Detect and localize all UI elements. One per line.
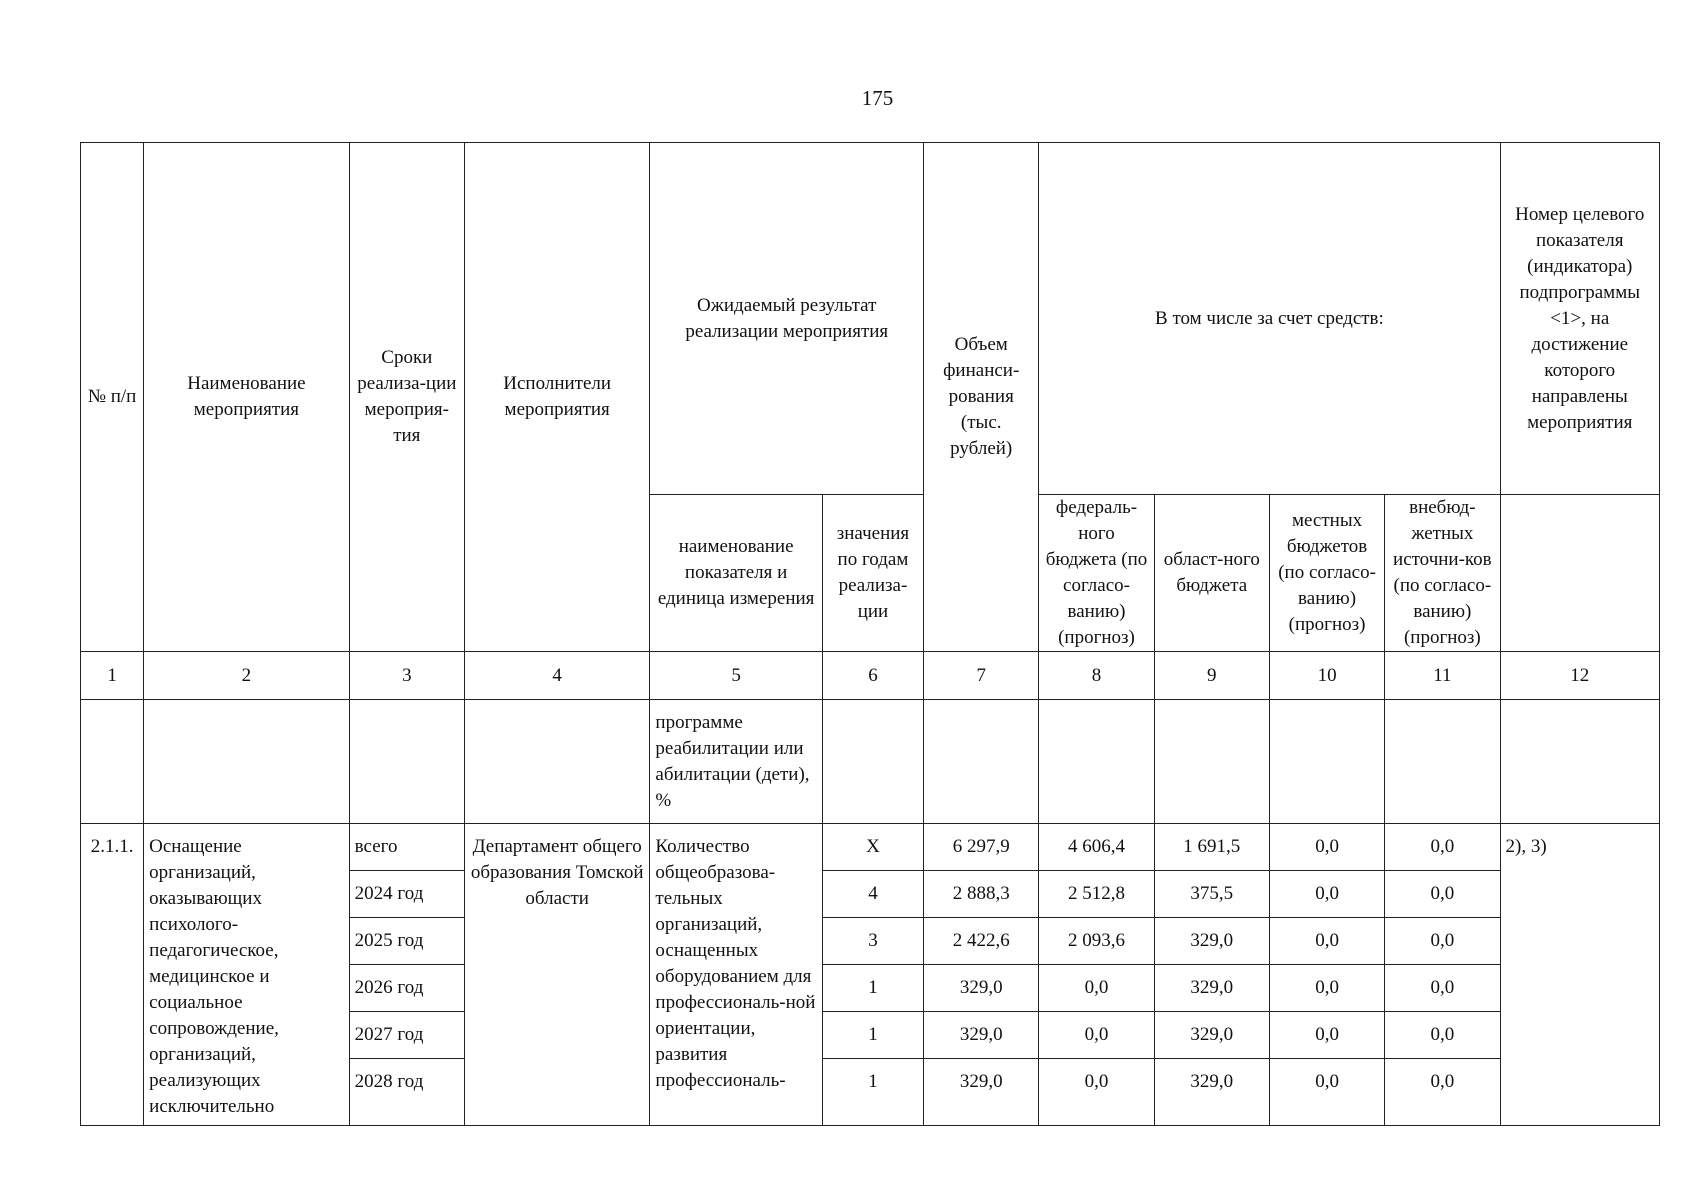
column-numbers-row [81,652,1660,700]
header-regional: област-ного бюджета [1154,495,1269,652]
empty-cell [822,700,923,824]
header-including: В том числе за счет средств: [1039,143,1500,495]
item-regional: 329,0 [1154,1059,1269,1126]
item-extra: 0,0 [1385,918,1500,965]
empty-cell [1500,700,1660,824]
item-local: 0,0 [1269,965,1384,1012]
item-federal: 2 512,8 [1039,871,1154,918]
item-volume: 329,0 [924,1012,1039,1059]
empty-cell [924,700,1039,824]
item-volume: 6 297,9 [924,824,1039,871]
column-number: 2 [144,652,350,700]
item-period: 2028 год [349,1059,464,1126]
item-period: 2024 год [349,871,464,918]
item-period: всего [349,824,464,871]
item-regional: 329,0 [1154,965,1269,1012]
column-number: 3 [349,652,464,700]
header-target-indicator: Номер целевого показателя (индикатора) подпрограммы <1>, на достижение которого направлены мероприятия [1500,143,1660,495]
empty-cell [1039,700,1154,824]
item-indicator: Количество общеобразова-тельных организаций, оснащенных оборудованием для профессиональ-ной ориентации, развития профессиональ- [650,824,822,1126]
header-indicator-name: наименование показателя и единица измерения [650,495,822,652]
activities-table [80,142,1660,1126]
empty-cell [1385,700,1500,824]
page-number: 175 [861,86,894,110]
item-value: X [822,824,923,871]
header-num: № п/п [81,143,144,652]
column-number: 8 [1039,652,1154,700]
item-federal: 2 093,6 [1039,918,1154,965]
item-executor: Департамент общего образования Томской области [464,824,649,1126]
column-number: 6 [822,652,923,700]
item-volume: 2 888,3 [924,871,1039,918]
continuation-row [81,700,1660,824]
item-regional: 1 691,5 [1154,824,1269,871]
item-extra: 0,0 [1385,824,1500,871]
item-local: 0,0 [1269,824,1384,871]
item-local: 0,0 [1269,1012,1384,1059]
item-regional: 329,0 [1154,1012,1269,1059]
item-volume: 329,0 [924,1059,1039,1126]
header-terms: Сроки реализа-ции мероприя-тия [349,143,464,652]
header-row-1 [81,143,1660,495]
item-federal: 4 606,4 [1039,824,1154,871]
item-local: 0,0 [1269,918,1384,965]
item-value: 3 [822,918,923,965]
header-federal: федераль-ного бюджета (по согласо-ванию) (прогноз) [1039,495,1154,652]
header-expected-result: Ожидаемый результат реализации мероприятия [650,143,924,495]
header-extrabudget: внебюд-жетных источни-ков (по согласо-ванию) (прогноз) [1385,495,1500,652]
column-number: 7 [924,652,1039,700]
item-extra: 0,0 [1385,965,1500,1012]
item-volume: 329,0 [924,965,1039,1012]
item-name: Оснащение организаций, оказывающих психолого-педагогическое, медицинское и социальное сопровождение, организаций, реализующих исключительно [144,824,350,1126]
empty-cell [349,700,464,824]
item-extra: 0,0 [1385,1012,1500,1059]
item-value: 4 [822,871,923,918]
column-number: 9 [1154,652,1269,700]
item-extra: 0,0 [1385,871,1500,918]
item-target: 2), 3) [1500,824,1660,1126]
item-value: 1 [822,965,923,1012]
column-number: 1 [81,652,144,700]
item-federal: 0,0 [1039,965,1154,1012]
column-number: 12 [1500,652,1660,700]
column-number: 5 [650,652,822,700]
item-federal: 0,0 [1039,1012,1154,1059]
empty-cell [464,700,649,824]
header-name: Наименование мероприятия [144,143,350,652]
item-regional: 329,0 [1154,918,1269,965]
empty-cell [1154,700,1269,824]
item-number: 2.1.1. [81,824,144,1126]
item-local: 0,0 [1269,1059,1384,1126]
item-period: 2027 год [349,1012,464,1059]
empty-cell [144,700,350,824]
item-federal: 0,0 [1039,1059,1154,1126]
item-value: 1 [822,1012,923,1059]
header-funding-volume: Объем финанси-рования (тыс. рублей) [924,143,1039,652]
header-executors: Исполнители мероприятия [464,143,649,652]
header-local: местных бюджетов (по согласо-ванию) (прогноз) [1269,495,1384,652]
header-values-by-year: значения по годам реализа-ции [822,495,923,652]
column-number: 4 [464,652,649,700]
header-target-indicator-lower [1500,495,1660,652]
column-number: 11 [1385,652,1500,700]
item-period: 2026 год [349,965,464,1012]
continuation-indicator-text: программе реабилитации или абилитации (дети), % [650,700,822,824]
item-volume: 2 422,6 [924,918,1039,965]
table-row [81,824,1660,871]
item-value: 1 [822,1059,923,1126]
empty-cell [1269,700,1384,824]
item-regional: 375,5 [1154,871,1269,918]
item-extra: 0,0 [1385,1059,1500,1126]
empty-cell [81,700,144,824]
item-period: 2025 год [349,918,464,965]
column-number: 10 [1269,652,1384,700]
item-local: 0,0 [1269,871,1384,918]
